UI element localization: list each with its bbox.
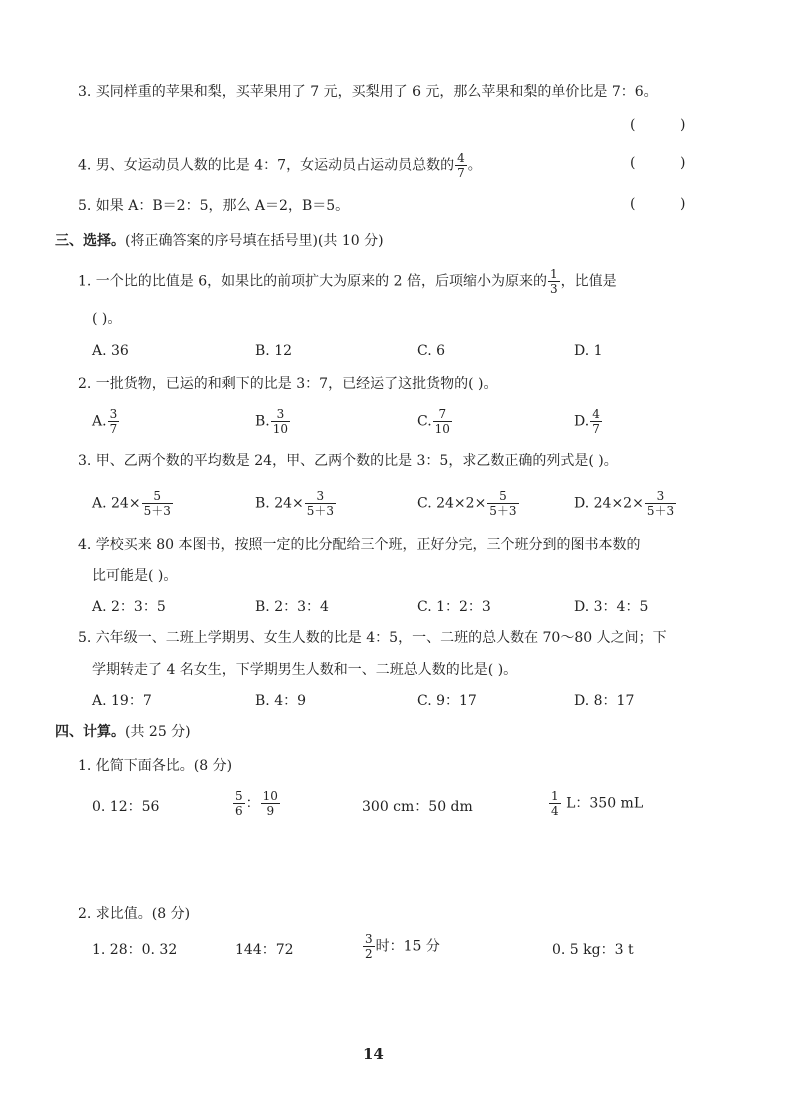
choice-q1-option-d[interactable]: D. 1 [574, 343, 603, 359]
calc-part2-title: 2. 求比值。(8 分) [78, 906, 191, 922]
choice-q1-blank[interactable]: ( )。 [92, 311, 122, 327]
choice-q1: 1. 一个比的比值是 6，如果比的前项扩大为原来的 2 倍，后项缩小为原来的 $\frac{1}{3}$ ，比值是 [78, 267, 617, 296]
choice-q2-option-c[interactable]: C. $\frac{7}{10}$ [417, 407, 450, 436]
calc-p1-item-b: $\frac{5}{6}$ ： $\frac{10}{9}$ [235, 789, 278, 818]
section-3-heading [55, 231, 384, 251]
calc-p2-item-a: 1. 28：0. 32 [92, 942, 178, 958]
choice-q2-option-b[interactable]: B. $\frac{3}{10}$ [255, 407, 289, 436]
calc-p1-item-c: 300 cm：50 dm [362, 799, 473, 815]
judge-q3: 3. 买同样重的苹果和梨，买苹果用了 7 元，买梨用了 6 元，那么苹果和梨的单价比是 7：6。 [78, 84, 658, 100]
calc-p1-item-a: 0. 12：56 [92, 799, 160, 815]
choice-q5-option-d[interactable]: D. 8：17 [574, 693, 635, 709]
choice-q1-option-b[interactable]: B. 12 [255, 343, 293, 359]
judge-q4: 4. 男、女运动员人数的比是 4：7，女运动员占运动员总数的 $\frac{4}{7}$ 。 [78, 151, 482, 180]
answer-paren-q3[interactable]: ( ) [630, 117, 686, 133]
choice-q4-line1: 4. 学校买来 80 本图书，按照一定的比分配给三个班，正好分完，三个班分到的图书本数的 [78, 537, 641, 553]
choice-q4-option-a[interactable]: A. 2：3：5 [92, 599, 166, 615]
calc-p2-item-d: 0. 5 kg：3 t [552, 942, 634, 958]
answer-paren-q5[interactable]: ( ) [630, 196, 686, 212]
choice-q3-option-c[interactable]: C. 24×2× $\frac{5}{5+3}$ [417, 489, 517, 518]
choice-q5-option-c[interactable]: C. 9：17 [417, 693, 477, 709]
fraction: $\frac{1}{3}$ [549, 267, 558, 296]
choice-q4-option-d[interactable]: D. 3：4：5 [574, 599, 649, 615]
calc-p2-item-c: $\frac{3}{2}$ 时：15 分 [365, 932, 440, 961]
section-4-title: 四、计算。 [55, 724, 125, 740]
fraction: $\frac{4}{7}$ [457, 151, 465, 180]
choice-q2-option-a[interactable]: A. $\frac{3}{7}$ [92, 407, 118, 436]
choice-q5-line1: 5. 六年级一、二班上学期男、女生人数的比是 4：5，一、二班的总人数在 70～80 人之间；下 [78, 630, 667, 646]
judge-q4-text: 4. 男、女运动员人数的比是 4：7，女运动员占运动员总数的 [78, 157, 455, 174]
section-3-title: 三、选择。 [55, 233, 125, 249]
choice-q1-option-a[interactable]: A. 36 [92, 343, 129, 359]
choice-q3: 3. 甲、乙两个数的平均数是 24，甲、乙两个数的比是 3：5，求乙数正确的列式是( )。 [78, 453, 618, 469]
page-number: 14 [363, 1045, 384, 1063]
choice-q2-option-d[interactable]: D. $\frac{4}{7}$ [574, 407, 600, 436]
choice-q5-line2: 学期转走了 4 名女生，下学期男生人数和一、二班总人数的比是( )。 [92, 662, 518, 678]
section-4-note: (共 25 分) [125, 724, 191, 740]
choice-q5-option-a[interactable]: A. 19：7 [92, 693, 152, 709]
calc-p2-item-b: 144：72 [235, 942, 294, 958]
choice-q4-option-b[interactable]: B. 2：3：4 [255, 599, 329, 615]
choice-q3-option-a[interactable]: A. 24× $\frac{5}{5+3}$ [92, 489, 171, 518]
judge-q5: 5. 如果 A：B＝2：5，那么 A＝2，B＝5。 [78, 198, 350, 214]
answer-paren-q4[interactable]: ( ) [630, 155, 686, 171]
section-4-heading [55, 722, 191, 742]
choice-q3-option-d[interactable]: D. 24×2× $\frac{3}{5+3}$ [574, 489, 675, 518]
choice-q4-option-c[interactable]: C. 1：2：3 [417, 599, 491, 615]
choice-q4-line2: 比可能是( )。 [92, 568, 178, 584]
choice-q5-option-b[interactable]: B. 4：9 [255, 693, 307, 709]
calc-p1-item-d: $\frac{1}{4}$ L：350 mL [551, 789, 644, 818]
calc-part1-title: 1. 化简下面各比。(8 分) [78, 758, 233, 774]
choice-q1-option-c[interactable]: C. 6 [417, 343, 446, 359]
choice-q2: 2. 一批货物，已运的和剩下的比是 3：7，已经运了这批货物的( )。 [78, 376, 498, 392]
section-3-note: (将正确答案的序号填在括号里)(共 10 分) [125, 233, 384, 249]
choice-q3-option-b[interactable]: B. 24× $\frac{3}{5+3}$ [255, 489, 335, 518]
